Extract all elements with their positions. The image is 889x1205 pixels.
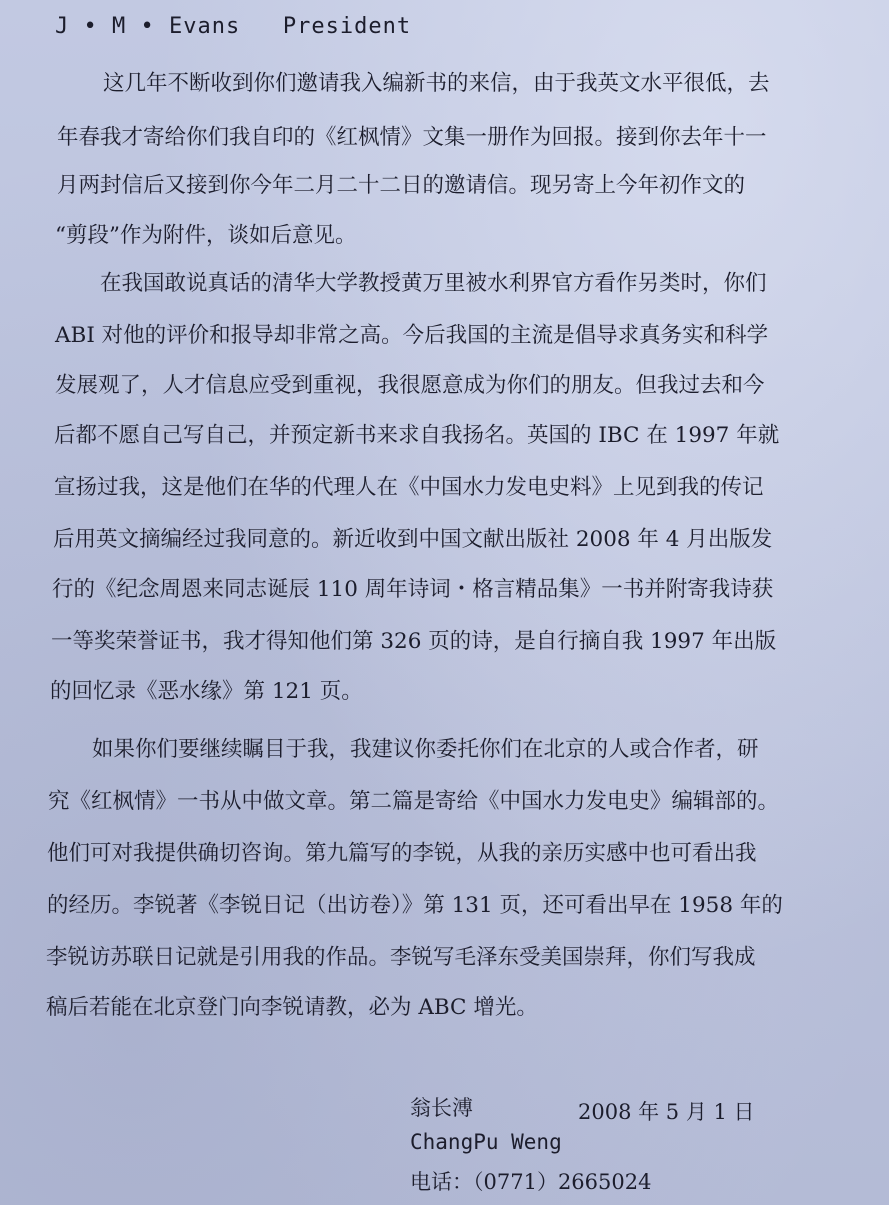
paragraph-2-line-9: 的回忆录《恶水缘》第 121 页。 xyxy=(50,679,363,704)
paragraph-2-line-7: 行的《纪念周恩来同志诞辰 110 周年诗词・格言精品集》一书并附寄我诗获 xyxy=(52,577,774,602)
signature-name-chinese: 翁长溥 xyxy=(410,1096,473,1120)
paragraph-2-line-2: ABI 对他的评价和报导却非常之高。今后我国的主流是倡导求真务实和科学 xyxy=(55,323,769,348)
paragraph-3-line-2: 究《红枫情》一书从中做文章。第二篇是寄给《中国水力发电史》编辑部的。 xyxy=(48,789,780,814)
signature-name-english: ChangPu Weng xyxy=(410,1130,562,1154)
paragraph-1-line-2: 年春我才寄给你们我自印的《红枫情》文集一册作为回报。接到你去年十一 xyxy=(57,125,767,150)
paragraph-2-line-4: 后都不愿自己写自己，并预定新书来求自我扬名。英国的 IBC 在 1997 年就 xyxy=(54,423,780,448)
paragraph-1-line-1: 这几年不断收到你们邀请我入编新书的来信，由于我英文水平很低，去 xyxy=(103,71,770,96)
paragraph-1-line-4: “剪段”作为附件，谈如后意见。 xyxy=(55,223,357,248)
addressee-line: J • M • Evans President xyxy=(55,14,412,39)
paragraph-2-line-8: 一等奖荣誉证书，我才得知他们第 326 页的诗，是自行摘自我 1997 年出版 xyxy=(51,629,777,654)
paragraph-3-line-5: 李锐访苏联日记就是引用我的作品。李锐写毛泽东受美国崇拜，你们写我成 xyxy=(46,945,756,970)
paragraph-2-line-3: 发展观了，人才信息应受到重视，我很愿意成为你们的朋友。但我过去和今 xyxy=(55,373,765,398)
signature-date: 2008 年 5 月 1 日 xyxy=(578,1100,755,1124)
paragraph-3-line-6: 稿后若能在北京登门向李锐请教，必为 ABC 增光。 xyxy=(46,995,538,1020)
paragraph-3-line-3: 他们可对我提供确切咨询。第九篇写的李锐，从我的亲历实感中也可看出我 xyxy=(47,841,757,866)
paragraph-2-line-1: 在我国敢说真话的清华大学教授黄万里被水利界官方看作另类时，你们 xyxy=(100,271,767,296)
signature-phone: 电话：（0771）2665024 xyxy=(410,1170,652,1194)
paragraph-3-line-4: 的经历。李锐著《李锐日记（出访卷）》第 131 页，还可看出早在 1958 年的 xyxy=(47,893,783,918)
paragraph-2-line-5: 宣扬过我，这是他们在华的代理人在《中国水力发电史料》上见到我的传记 xyxy=(54,475,764,500)
paragraph-3-line-1: 如果你们要继续瞩目于我，我建议你委托你们在北京的人或合作者，研 xyxy=(92,737,759,762)
paragraph-2-line-6: 后用英文摘编经过我同意的。新近收到中国文献出版社 2008 年 4 月出版发 xyxy=(53,527,773,552)
paragraph-1-line-3: 月两封信后又接到你今年二月二十二日的邀请信。现另寄上今年初作文的 xyxy=(57,173,746,198)
